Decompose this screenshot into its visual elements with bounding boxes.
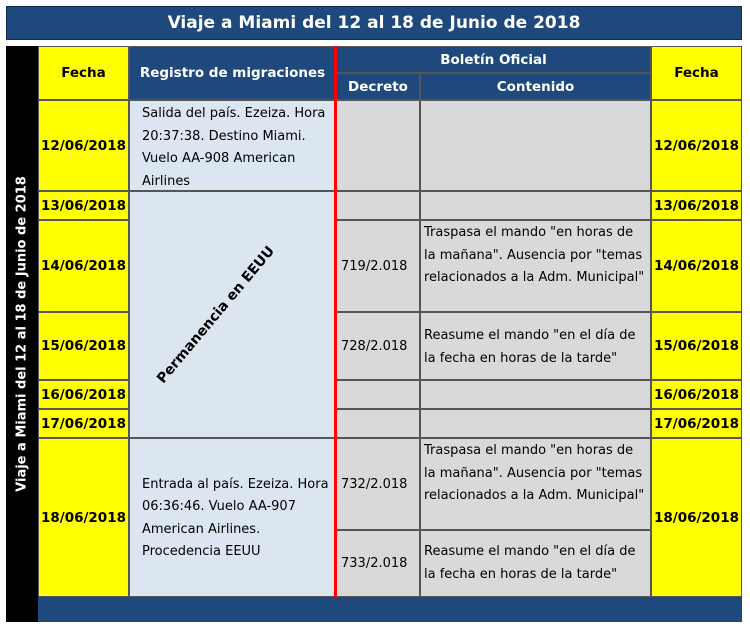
decree-cell: 732/2.018: [336, 438, 420, 530]
header-registro: Registro de migraciones: [129, 46, 336, 100]
registro-entrada-text: Entrada al país. Ezeiza. Hora 06:36:46. Vuelo AA-907 American Airlines. Procedencia EEUU: [142, 476, 329, 559]
date-cell-right: 13/06/2018: [651, 191, 742, 220]
date-cell-right: 14/06/2018: [651, 220, 742, 312]
date-cell-left: 13/06/2018: [38, 191, 129, 220]
date-cell-right: 17/06/2018: [651, 409, 742, 438]
registro-entrada: [129, 438, 336, 597]
sidebar: [6, 46, 38, 622]
red-divider: [334, 46, 337, 597]
decree-cell: 728/2.018: [336, 312, 420, 380]
header-decreto: Decreto: [336, 73, 420, 100]
decree-cell-empty: [336, 380, 420, 409]
date-cell-left: 15/06/2018: [38, 312, 129, 380]
registro-salida: Salida del país. Ezeiza. Hora 20:37:38. Destino Miami. Vuelo AA-908 American Airlines: [129, 100, 336, 191]
content-cell-empty: [420, 191, 651, 220]
content-cell: Traspasa el mando "en horas de la mañana". Ausencia por "temas relacionados a la Adm. Municipal": [420, 220, 651, 312]
date-cell-right: 12/06/2018: [651, 100, 742, 191]
content-cell-empty: [420, 380, 651, 409]
date-cell-left: 12/06/2018: [38, 100, 129, 191]
date-cell-left: 14/06/2018: [38, 220, 129, 312]
content-cell-empty: [420, 100, 651, 191]
header-fecha-left: Fecha: [38, 46, 129, 100]
date-cell-right: 16/06/2018: [651, 380, 742, 409]
date-cell-left: 17/06/2018: [38, 409, 129, 438]
content-cell-empty: [420, 409, 651, 438]
footer-bar: [38, 597, 742, 622]
registro-permanencia-label: Permanencia en EEUU: [154, 243, 278, 387]
decree-cell-empty: [336, 100, 420, 191]
decree-cell: 733/2.018: [336, 530, 420, 597]
content-cell: Traspasa el mando "en horas de la mañana". Ausencia por "temas relacionados a la Adm. Municipal": [420, 438, 651, 530]
date-cell-left: 18/06/2018: [38, 438, 129, 597]
content-cell: Reasume el mando "en el día de la fecha en horas de la tarde": [420, 312, 651, 380]
decree-cell-empty: [336, 409, 420, 438]
header-fecha-right: Fecha: [651, 46, 742, 100]
decree-cell-empty: [336, 191, 420, 220]
sidebar-label: Viaje a Miami del 12 al 18 de Junio de 2018: [14, 176, 30, 492]
date-cell-right: 18/06/2018: [651, 438, 742, 597]
header-contenido: Contenido: [420, 73, 651, 100]
date-cell-right: 15/06/2018: [651, 312, 742, 380]
page-title: Viaje a Miami del 12 al 18 de Junio de 2018: [6, 6, 742, 40]
date-cell-left: 16/06/2018: [38, 380, 129, 409]
content-cell: Reasume el mando "en el día de la fecha en horas de la tarde": [420, 530, 651, 597]
decree-cell: 719/2.018: [336, 220, 420, 312]
header-boletin: Boletín Oficial: [336, 46, 651, 73]
registro-permanencia-cell: [129, 191, 336, 438]
